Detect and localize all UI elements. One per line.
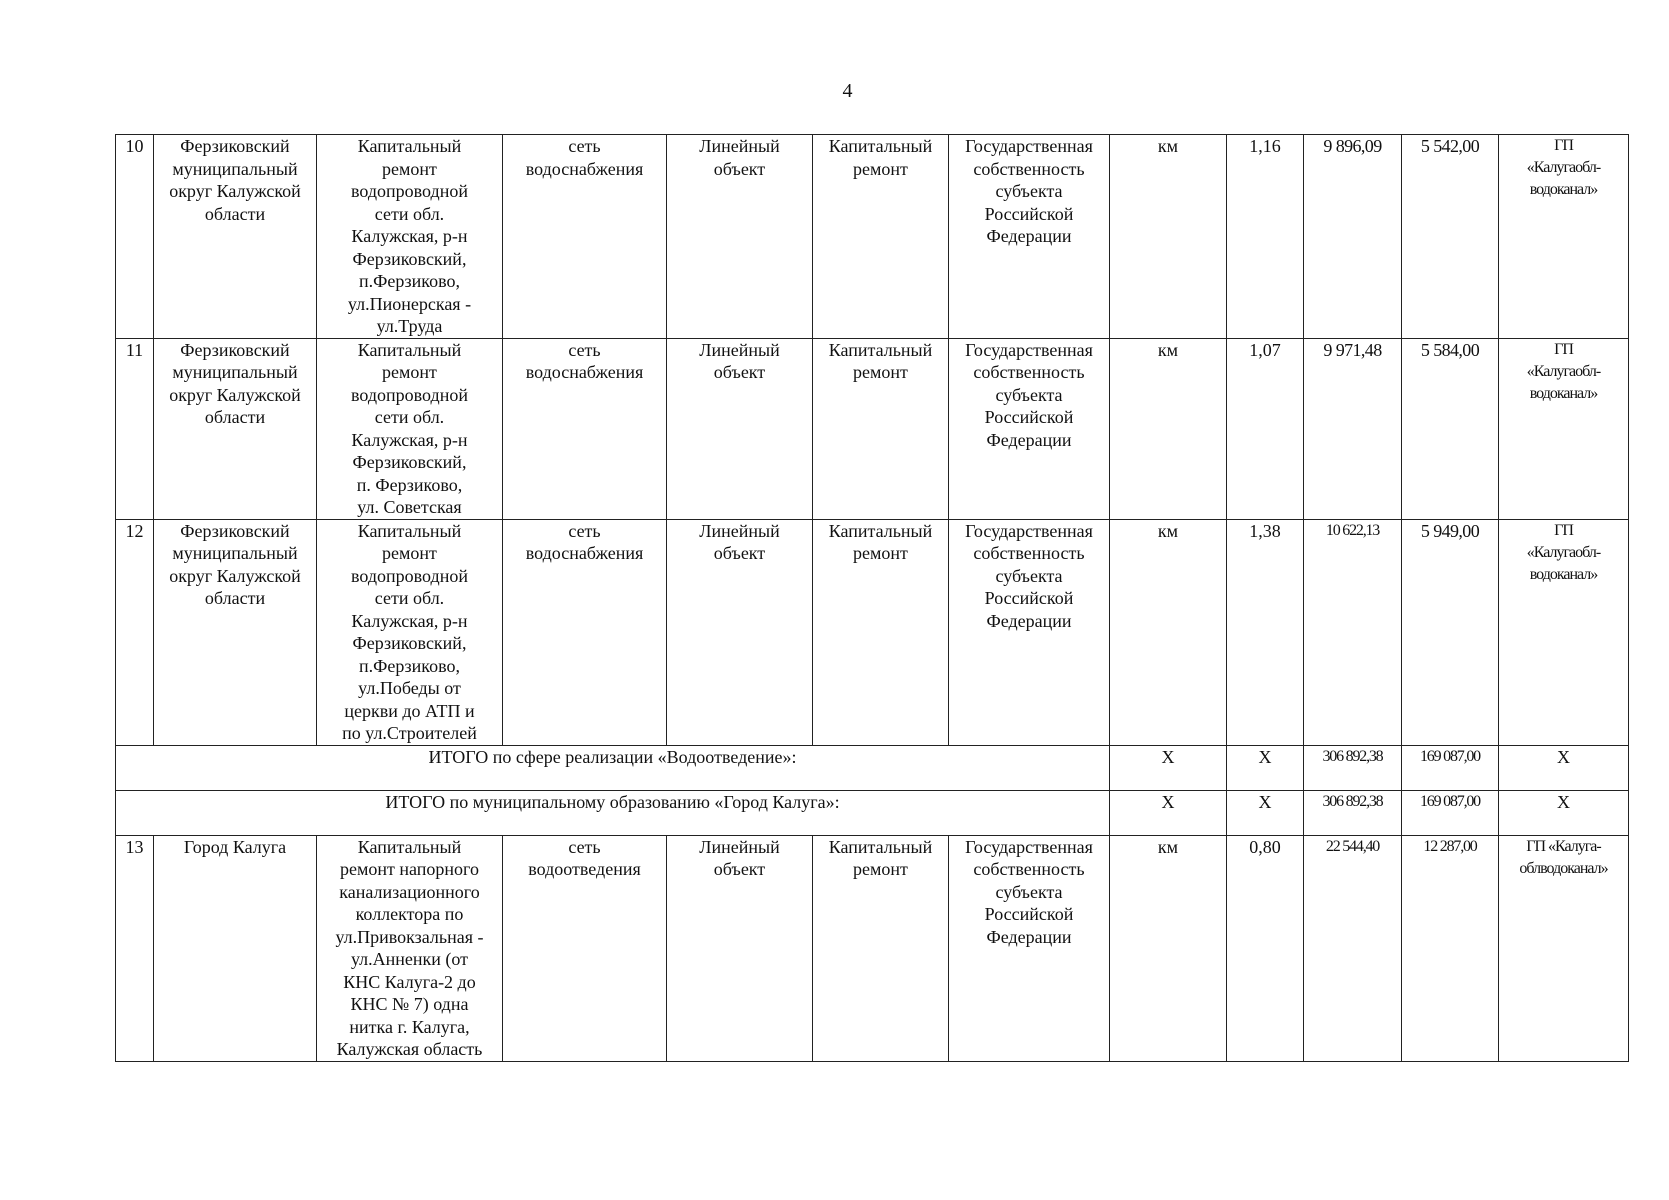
operator-cell <box>1499 835 1629 1061</box>
cell-text-line: облводоканал» <box>1519 859 1608 877</box>
work-type-cell <box>813 338 949 519</box>
cell-text-line: Капитальный <box>828 520 933 541</box>
row-number: 11 <box>116 338 154 519</box>
funding-cell: 5 542,00 <box>1402 135 1499 339</box>
network-cell <box>503 519 667 745</box>
object-type-cell <box>667 338 813 519</box>
cell-text-line: нитка г. Калуга, <box>349 1016 470 1037</box>
cell-text-line: собственность <box>973 362 1085 382</box>
cell-text-line: водоснабжения <box>525 158 644 179</box>
cell-text-line: водоснабжения <box>525 362 644 382</box>
cell-text-line: ремонт <box>382 362 437 382</box>
cell-text-line: Федерации <box>986 226 1072 246</box>
unit-cell: км <box>1110 835 1227 1061</box>
cell-text-line: водоотведения <box>528 859 641 879</box>
cell-text-line: Российской <box>984 588 1074 608</box>
work-type-cell <box>813 835 949 1061</box>
cell-text-line: Капитальный <box>357 339 462 360</box>
object-type-cell <box>667 135 813 339</box>
table-row <box>116 135 1629 339</box>
cell-text-line: Ферзиковский <box>180 136 290 156</box>
table-body <box>116 135 1629 1062</box>
funding-cell: 5 949,00 <box>1402 519 1499 745</box>
cell-text-line: ремонт напорного <box>340 859 479 879</box>
cell-text-line: ремонт <box>382 158 437 179</box>
cell-text-line: объект <box>713 362 766 382</box>
cell-text-line: сети обл. <box>374 203 445 224</box>
cell-text-line: водопроводной <box>351 181 468 201</box>
total-length-cell: Х <box>1227 790 1304 835</box>
cell-text-line: водопроводной <box>351 384 468 405</box>
ownership-cell <box>949 338 1110 519</box>
operator-cell <box>1499 135 1629 339</box>
row-number: 12 <box>116 519 154 745</box>
cell-text-line: Государственная <box>965 136 1093 156</box>
cell-text-line: ул.Победы от <box>358 678 461 698</box>
cell-text-line: ремонт <box>853 158 908 179</box>
row-number: 10 <box>116 135 154 339</box>
cell-text-line: субъекта <box>995 181 1063 201</box>
cell-text-line: округ Калужской <box>169 565 301 586</box>
cell-text-line: Федерации <box>986 429 1072 450</box>
cell-text-line: области <box>204 203 266 224</box>
length-cell: 1,38 <box>1227 519 1304 745</box>
cell-text-line: Калужская область <box>336 1039 483 1059</box>
network-cell <box>503 835 667 1061</box>
description-cell <box>317 519 503 745</box>
cell-text-line: собственность <box>973 543 1085 563</box>
cell-text-line: Капитальный <box>828 836 933 857</box>
length-cell: 0,80 <box>1227 835 1304 1061</box>
cell-text-line: «Калугаобл- <box>1526 159 1601 176</box>
length-cell: 1,07 <box>1227 338 1304 519</box>
cell-text-line: канализационного <box>339 881 480 902</box>
cell-text-line: ГП <box>1554 521 1573 539</box>
cost-cell: 22 544,40 <box>1304 835 1402 1061</box>
total-cost-cell: 306 892,38 <box>1304 790 1402 835</box>
cell-text-line: ул.Привокзальная - <box>335 926 484 947</box>
cell-text-line: Федерации <box>986 610 1072 631</box>
cell-text-line: собственность <box>973 158 1085 179</box>
cell-text-line: Капитальный <box>357 136 462 156</box>
cell-text-line: ремонт <box>853 859 908 879</box>
description-cell <box>317 135 503 339</box>
cell-text-line: п.Ферзиково, <box>358 655 460 676</box>
cell-text-line: объект <box>713 859 766 879</box>
cell-text-line: по ул.Строителей <box>342 723 477 743</box>
cost-cell: 10 622,13 <box>1304 519 1402 745</box>
cell-text-line: п.Ферзиково, <box>358 271 460 291</box>
description-cell <box>317 835 503 1061</box>
project-table-sheet <box>115 134 1623 1062</box>
work-type-cell <box>813 519 949 745</box>
total-operator-cell: Х <box>1499 745 1629 790</box>
cell-text-line: Ферзиковский <box>180 339 290 360</box>
cost-cell: 9 896,09 <box>1304 135 1402 339</box>
municipality-cell <box>154 135 317 339</box>
network-cell <box>503 338 667 519</box>
cell-text-line: субъекта <box>995 384 1063 405</box>
ownership-cell <box>949 135 1110 339</box>
cell-text-line: Государственная <box>965 339 1093 360</box>
total-cost-cell: 306 892,38 <box>1304 745 1402 790</box>
cell-text-line: Капитальный <box>828 339 933 360</box>
cell-text-line: муниципальный <box>172 362 298 382</box>
cell-text-line: КНС № 7) одна <box>350 994 469 1014</box>
cell-text-line: сеть <box>568 339 601 360</box>
cell-text-line: ГП <box>1554 340 1573 358</box>
cell-text-line: сети обл. <box>374 407 445 427</box>
object-type-cell <box>667 835 813 1061</box>
cell-text-line: Российской <box>984 904 1074 924</box>
unit-cell: км <box>1110 338 1227 519</box>
length-cell: 1,16 <box>1227 135 1304 339</box>
cell-text-line: Линейный <box>699 136 780 156</box>
cell-text-line: субъекта <box>995 881 1063 902</box>
cell-text-line: «Калугаобл- <box>1526 362 1601 380</box>
municipality-cell <box>154 338 317 519</box>
object-type-cell <box>667 519 813 745</box>
total-funding-cell: 169 087,00 <box>1402 745 1499 790</box>
cell-text-line: п. Ферзиково, <box>356 474 463 495</box>
cell-text-line: Линейный <box>699 339 780 360</box>
cell-text-line: Линейный <box>699 836 780 857</box>
cell-text-line: водопроводной <box>351 565 468 586</box>
total-row <box>116 745 1629 790</box>
operator-cell <box>1499 338 1629 519</box>
cell-text-line: Ферзиковский <box>180 520 290 541</box>
cell-text-line: Федерации <box>986 926 1072 947</box>
cell-text-line: Калужская, р-н <box>351 429 468 450</box>
cell-text-line: Капитальный <box>357 520 462 541</box>
network-cell <box>503 135 667 339</box>
cell-text-line: муниципальный <box>172 158 298 179</box>
cell-text-line: ремонт <box>853 362 908 382</box>
operator-cell <box>1499 519 1629 745</box>
total-label: ИТОГО по муниципальному образованию «Город Калуга»: <box>116 790 1110 835</box>
cell-text-line: Капитальный <box>357 836 462 857</box>
unit-cell: км <box>1110 519 1227 745</box>
cell-text-line: сети обл. <box>374 588 445 608</box>
municipality-cell <box>154 519 317 745</box>
cell-text-line: ГП «Калуга- <box>1526 837 1601 855</box>
cell-text-line: ремонт <box>382 543 437 563</box>
total-operator-cell: Х <box>1499 790 1629 835</box>
ownership-cell <box>949 835 1110 1061</box>
description-cell <box>317 338 503 519</box>
row-number: 13 <box>116 835 154 1061</box>
cell-text-line: ул.Анненки (от <box>350 949 469 969</box>
total-funding-cell: 169 087,00 <box>1402 790 1499 835</box>
cell-text-line: Калужская, р-н <box>351 610 468 631</box>
funding-cell: 12 287,00 <box>1402 835 1499 1061</box>
cell-text-line: сеть <box>568 136 601 156</box>
cell-text-line: Ферзиковский, <box>352 248 467 269</box>
page-number: 4 <box>842 80 853 102</box>
cell-text-line: объект <box>713 158 766 179</box>
cell-text-line: Линейный <box>699 520 780 541</box>
cell-text-line: Российской <box>984 407 1074 427</box>
cell-text-line: Капитальный <box>828 136 933 156</box>
municipality-cell <box>154 835 317 1061</box>
table-row <box>116 835 1629 1061</box>
cell-text-line: округ Калужской <box>169 181 301 201</box>
cell-text-line: Российской <box>984 203 1074 224</box>
cell-text-line: церкви до АТП и <box>344 700 475 721</box>
funding-cell: 5 584,00 <box>1402 338 1499 519</box>
cell-text-line: Ферзиковский, <box>352 633 467 653</box>
cell-text-line: «Калугаобл- <box>1526 543 1601 561</box>
total-label: ИТОГО по сфере реализации «Водоотведение»: <box>116 745 1110 790</box>
cell-text-line: сеть <box>568 520 601 541</box>
cell-text-line: сеть <box>568 836 601 857</box>
cell-text-line: Государственная <box>965 836 1093 857</box>
table-row <box>116 338 1629 519</box>
cell-text-line: собственность <box>973 859 1085 879</box>
cell-text-line: муниципальный <box>172 543 298 563</box>
project-table <box>115 134 1629 1062</box>
cell-text-line: округ Калужской <box>169 384 301 405</box>
table-row <box>116 519 1629 745</box>
cell-text-line: ГП <box>1554 137 1573 154</box>
total-unit-cell: Х <box>1110 745 1227 790</box>
work-type-cell <box>813 135 949 339</box>
ownership-cell <box>949 519 1110 745</box>
cell-text-line: ремонт <box>853 543 908 563</box>
cell-text-line: ул.Пионерская - <box>347 293 472 314</box>
cell-text-line: ул. Советская <box>357 497 462 517</box>
cell-text-line: объект <box>713 543 766 563</box>
cell-text-line: Государственная <box>965 520 1093 541</box>
unit-cell: км <box>1110 135 1227 339</box>
cell-text-line: области <box>204 588 266 608</box>
cell-text-line: коллектора по <box>355 904 464 924</box>
cell-text-line: водоканал» <box>1529 384 1598 402</box>
cell-text-line: Калужская, р-н <box>351 226 468 246</box>
total-row <box>116 790 1629 835</box>
cost-cell: 9 971,48 <box>1304 338 1402 519</box>
total-length-cell: Х <box>1227 745 1304 790</box>
cell-text-line: ул.Труда <box>376 316 443 336</box>
cell-text-line: области <box>204 407 266 427</box>
cell-text-line: Город Калуга <box>183 836 287 857</box>
cell-text-line: водоснабжения <box>525 543 644 563</box>
cell-text-line: водоканал» <box>1529 565 1598 583</box>
cell-text-line: субъекта <box>995 565 1063 586</box>
cell-text-line: КНС Калуга-2 до <box>343 971 476 992</box>
cell-text-line: Ферзиковский, <box>352 452 467 472</box>
total-unit-cell: Х <box>1110 790 1227 835</box>
cell-text-line: водоканал» <box>1529 181 1598 198</box>
